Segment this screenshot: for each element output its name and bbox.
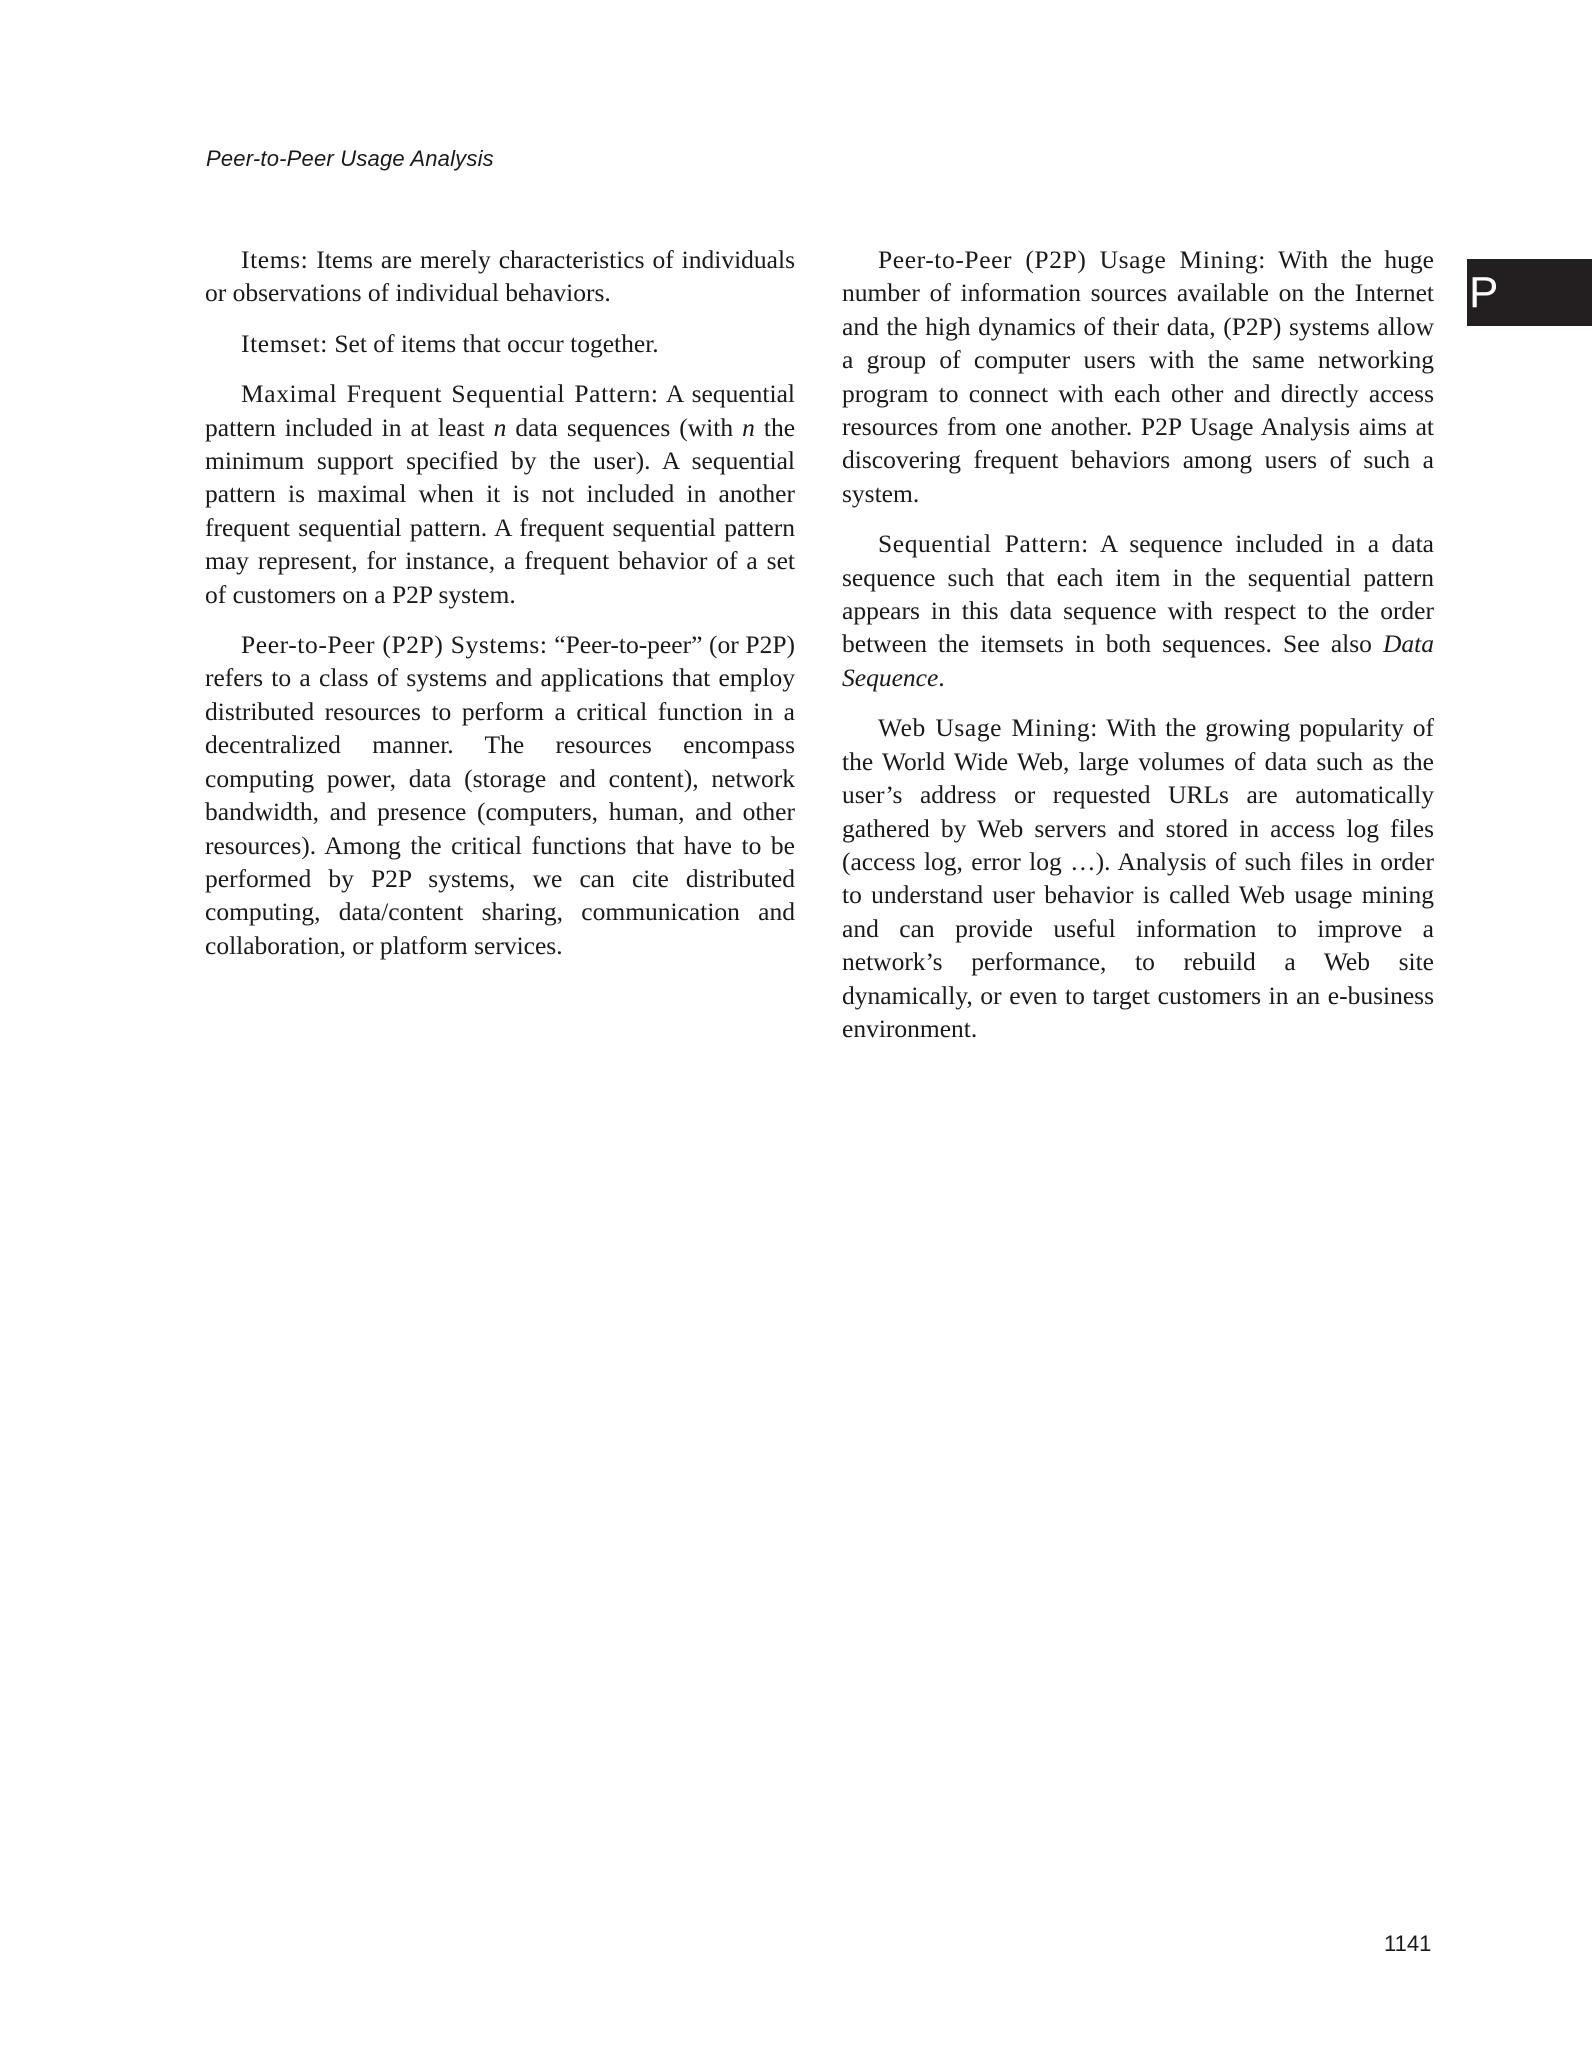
section-thumb-tab: P [1467, 259, 1592, 326]
glossary-term: Items: [241, 245, 309, 274]
see-also-reference: Data Sequence [842, 629, 1434, 692]
glossary-definition: A sequence included in a data sequence such that each item in the sequential pattern appears in this data sequence with respect to the order between the itemsets in both sequences. See also [842, 529, 1434, 659]
glossary-term: Sequential Pattern: [878, 529, 1089, 559]
glossary-entry-p2p-systems [205, 628, 795, 962]
glossary-term: Peer-to-Peer (P2P) Usage Mining: [878, 245, 1266, 274]
glossary-term: Peer-to-Peer (P2P) Systems: [241, 630, 548, 660]
running-head: Peer-to-Peer Usage Analysis [206, 146, 494, 171]
glossary-term: Web Usage Mining: [878, 713, 1098, 743]
glossary-definition: With the growing popularity of the World Wide Web, large volumes of data such as the user’s address or requested URLs are automatically gathered by Web servers and stored in access log files (access log, error log …). Analysis of such files in order to understand user behavior is called Web usage mining and can provide useful information to improve a network’s performance, to rebuild a Web site dynamically, or even to target customers in an e-business environment. [842, 713, 1434, 1043]
glossary-definition: Set of items that occur together. [334, 328, 659, 358]
glossary-term: Maximal Frequent Sequential Pattern: [241, 379, 659, 409]
page-number: 1141 [1384, 1931, 1432, 1956]
glossary-entry-p2p-usage-mining [842, 243, 1434, 510]
glossary-definition: With the huge number of information sources available on the Internet and the high dynamics of their data, (P2P) systems allow a group of computer users with the same networking program to connect with each other and directly access resources from one another. P2P Usage Analysis aims at discovering frequent behaviors among users of such a system. [842, 245, 1435, 508]
glossary-entry-web-usage-mining [842, 711, 1434, 1045]
left-column [205, 243, 795, 979]
glossary-entry-sequential-pattern [842, 527, 1434, 694]
glossary-definition: Items are merely characteristics of individuals or observations of individual behaviors. [205, 245, 796, 308]
glossary-definition-part: A sequential pattern included in at least [205, 379, 795, 442]
glossary-term: Itemset: [241, 328, 328, 358]
variable-n: n [742, 412, 755, 442]
sentence-end: . [938, 662, 945, 692]
glossary-entry-itemset [205, 327, 795, 360]
variable-n: n [493, 412, 507, 442]
glossary-entry-maximal-frequent-sequential-pattern [205, 377, 795, 611]
glossary-definition: “Peer-to-peer” (or P2P) refers to a class of systems and applications that employ distributed resources to perform a critical function in a decentralized manner. The resources encompass computing power, data (storage and content), network bandwidth, and presence (computers, human, and other resources). Among the critical functions that have to be performed by P2P systems, we can cite distributed computing, data/content sharing, communication and collaboration, or platform services. [205, 630, 795, 960]
glossary-definition-part: the minimum support specified by the user). A sequential pattern is maximal when it is not included in another frequent sequential pattern. A frequent sequential pattern may represent, for instance, a frequent behavior of a set of customers on a P2P system. [205, 412, 796, 609]
glossary-definition-part: data sequences (with [515, 412, 734, 442]
glossary-entry-items [205, 243, 795, 310]
right-column [842, 243, 1434, 1062]
